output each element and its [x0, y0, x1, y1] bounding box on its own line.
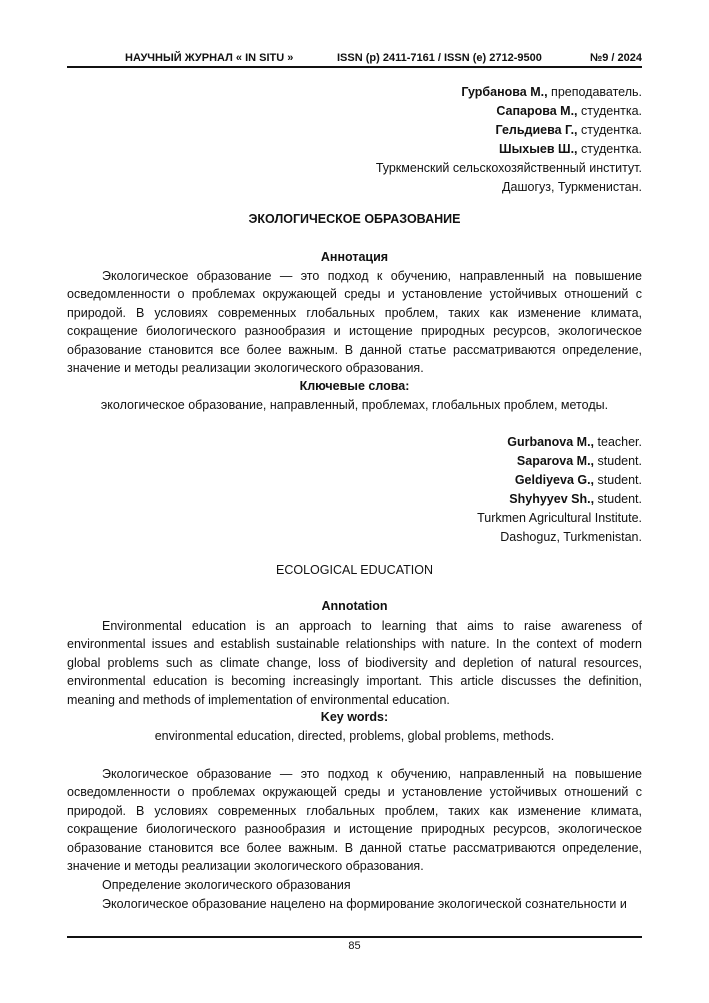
ru-article-title: ЭКОЛОГИЧЕСКОЕ ОБРАЗОВАНИЕ — [248, 212, 461, 226]
ru-city: Дашогуз, Туркменистан. — [502, 180, 642, 194]
author-role: student. — [594, 454, 642, 468]
en-abstract-heading: Annotation — [321, 599, 388, 613]
ru-keywords-heading: Ключевые слова: — [299, 379, 410, 393]
en-author-1 — [67, 433, 642, 452]
author-name: Сапарова М., — [496, 104, 578, 118]
ru-author-block — [67, 83, 642, 197]
en-city: Dashoguz, Turkmenistan. — [500, 530, 642, 544]
en-keywords-text: environmental education, directed, problems, global problems, methods. — [154, 729, 555, 743]
ru-abstract-text: Экологическое образование — это подход к обучению, направленный на повышение осведомленности о проблемах окружающей среды и установление устойчивых отношений с природой. В условиях современных глобальных проблем, таких как изменение климата, сокращение биологического разнообразия и истощение природных ресурсов, экологическое образование становится все более важным. В данной статье рассматриваются определение, значение и методы реализации экологического образования. — [67, 269, 642, 376]
author-name: Geldiyeva G., — [514, 473, 595, 487]
en-author-3 — [67, 471, 642, 490]
author-role: студентка. — [577, 123, 642, 137]
ru-keywords-text: экологическое образование, направленный, проблемах, глобальных проблем, методы. — [100, 398, 609, 412]
author-name: Shyhyyev Sh., — [509, 492, 595, 506]
author-role: преподаватель. — [547, 85, 642, 99]
section-paragraph: Экологическое образование нацелено на формирование экологической сознательности и — [102, 897, 627, 911]
author-role: студентка. — [577, 142, 642, 156]
en-institute: Turkmen Agricultural Institute. — [477, 511, 642, 525]
en-author-2 — [67, 452, 642, 471]
issue-number: №9 / 2024 — [589, 52, 642, 64]
journal-name: НАУЧНЫЙ ЖУРНАЛ « IN SITU » — [125, 52, 294, 64]
author-name: Шыхыев Ш., — [499, 142, 578, 156]
author-name: Гурбанова М., — [461, 85, 548, 99]
header-rule — [67, 66, 642, 68]
author-name: Gurbanova M., — [507, 435, 595, 449]
author-role: teacher. — [594, 435, 642, 449]
section-heading: Определение экологического образования — [102, 878, 351, 892]
en-author-block — [67, 433, 642, 547]
author-role: студентка. — [577, 104, 642, 118]
author-role: student. — [594, 473, 642, 487]
ru-author-2 — [67, 102, 642, 121]
en-article-title: ECOLOGICAL EDUCATION — [276, 563, 433, 577]
issn-info: ISSN (p) 2411-7161 / ISSN (e) 2712-9500 — [337, 52, 542, 64]
ru-author-1 — [67, 83, 642, 102]
body-intro-paragraph: Экологическое образование — это подход к обучению, направленный на повышение осведомленности о проблемах окружающей среды и установление устойчивых отношений с природой. В условиях современных глобальных проблем, таких как изменение климата, сокращение биологического разнообразия и истощение природных ресурсов, экологическое образование становится все более важным. В данной статье рассматриваются определение, значение и методы реализации экологического образования. — [67, 767, 642, 874]
footer-rule — [67, 936, 642, 938]
ru-abstract-heading: Аннотация — [320, 250, 389, 264]
ru-institute: Туркменский сельскохозяйственный институт. — [375, 161, 642, 175]
ru-author-4 — [67, 140, 642, 159]
page-number: 85 — [348, 940, 361, 952]
en-author-4 — [67, 490, 642, 509]
author-name: Saparova M., — [516, 454, 595, 468]
ru-author-3 — [67, 121, 642, 140]
author-name: Гельдиева Г., — [495, 123, 578, 137]
en-abstract-text: Environmental education is an approach to learning that aims to raise awareness of environmental issues and establish sustainable relationships with nature. In the context of modern global problems such as climate change, loss of biodiversity and depletion of natural resources, environmental education is becoming increasingly important. This article discusses the definition, meaning and methods of implementation of environmental education. — [67, 619, 642, 707]
en-keywords-heading: Key words: — [320, 710, 389, 724]
author-role: student. — [594, 492, 642, 506]
